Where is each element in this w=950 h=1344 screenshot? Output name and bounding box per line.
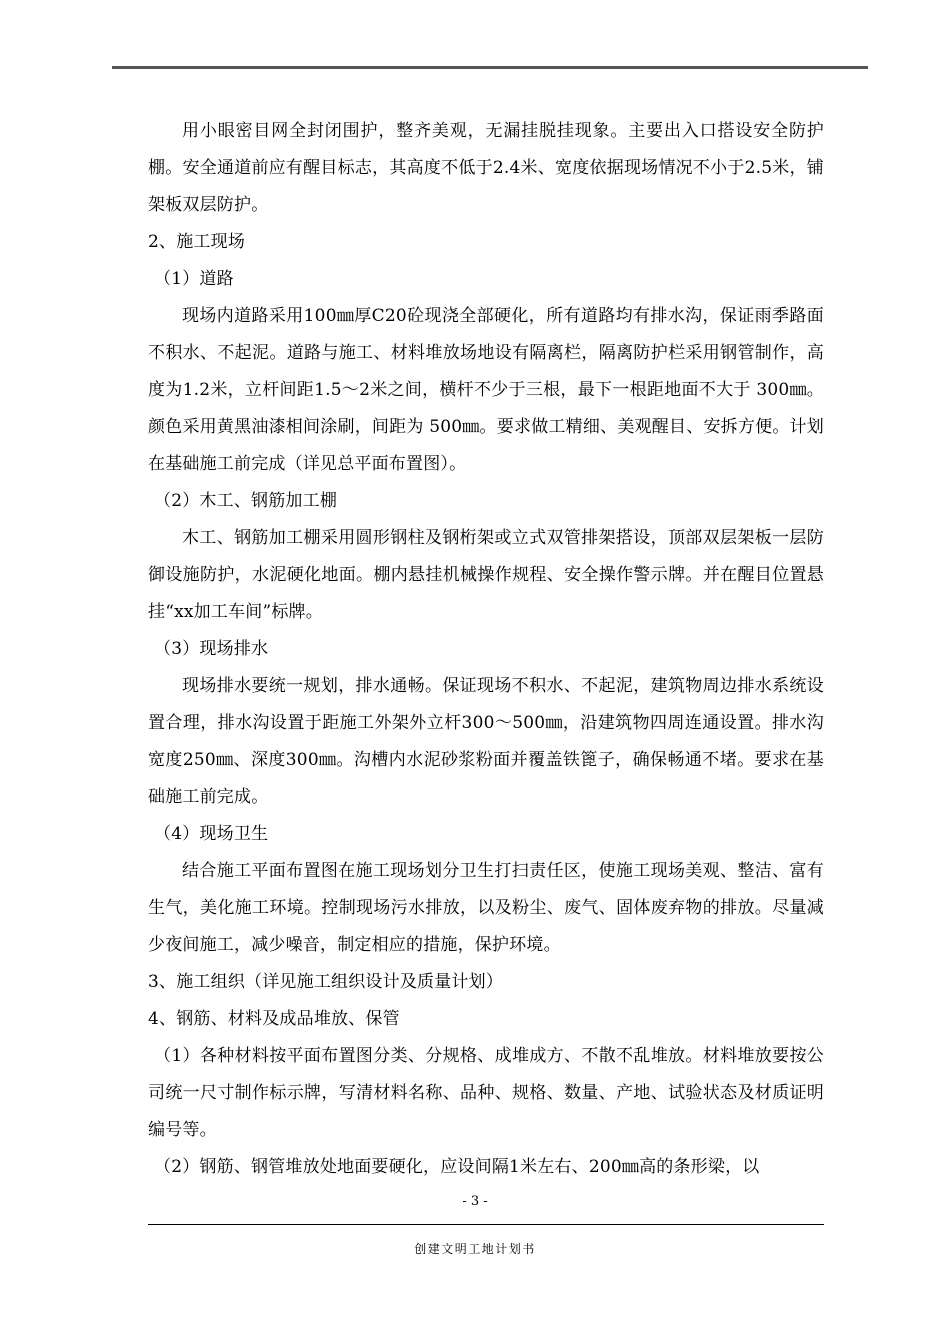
document-body [148, 113, 824, 1186]
page-number: - 3 - [462, 1194, 488, 1209]
footer-rule [148, 1224, 824, 1225]
paragraph-materials-1: （1）各种材料按平面布置图分类、分规格、成堆成方、不散不乱堆放。材料堆放要按公司统一尺寸制作标示牌，写清材料名称、品种、规格、数量、产地、试验状态及材质证明编号等。 [148, 1046, 824, 1140]
section-heading-4: 4、钢筋、材料及成品堆放、保管 [148, 1009, 400, 1029]
subheading-sanitation: （4）现场卫生 [154, 824, 269, 844]
header-rule [112, 66, 868, 69]
subheading-workshop: （2）木工、钢筋加工棚 [154, 491, 338, 511]
paragraph-workshop: 木工、钢筋加工棚采用圆形钢柱及钢桁架或立式双管排架搭设，顶部双层架板一层防御设施防护，水泥硬化地面。棚内悬挂机械操作规程、安全操作警示牌。并在醒目位置悬挂“xx加工车间”标牌。 [148, 528, 824, 622]
footer-title: 创建文明工地计划书 [414, 1242, 536, 1256]
paragraph-materials-2: （2）钢筋、钢管堆放处地面要硬化，应设间隔1米左右、200㎜高的条形梁，以 [154, 1157, 760, 1177]
subheading-drainage: （3）现场排水 [154, 639, 269, 659]
paragraph-1: 用小眼密目网全封闭围护，整齐美观，无漏挂脱挂现象。主要出入口搭设安全防护棚。安全通道前应有醒目标志，其高度不低于2.4米、宽度依据现场情况不小于2.5米，铺架板双层防护。 [148, 121, 824, 215]
subheading-roads: （1）道路 [154, 269, 234, 289]
paragraph-drainage: 现场排水要统一规划，排水通畅。保证现场不积水、不起泥，建筑物周边排水系统设置合理，排水沟设置于距施工外架外立杆300～500㎜，沿建筑物四周连通设置。排水沟宽度250㎜、深度300㎜。沟槽内水泥砂浆粉面并覆盖铁篦子，确保畅通不堵。要求在基础施工前完成。 [148, 676, 824, 807]
section-heading-3: 3、施工组织（详见施工组织设计及质量计划） [148, 972, 504, 992]
paragraph-roads: 现场内道路采用100㎜厚C20砼现浇全部硬化，所有道路均有排水沟，保证雨季路面不积水、不起泥。道路与施工、材料堆放场地设有隔离栏，隔离防护栏采用钢管制作，高度为1.2米，立杆间距1.5～2米之间，横杆不少于三根，最下一根距地面不大于 300㎜。颜色采用黄黑油漆相间涂刷，间距为 500㎜。要求做工精细、美观醒目、安拆方便。计划在基础施工前完成（详见总平面布置图）。 [148, 306, 824, 474]
section-heading-2: 2、施工现场 [148, 232, 246, 252]
paragraph-sanitation: 结合施工平面布置图在施工现场划分卫生打扫责任区，使施工现场美观、整洁、富有生气，美化施工环境。控制现场污水排放，以及粉尘、废气、固体废弃物的排放。尽量减少夜间施工，减少噪音，制定相应的措施，保护环境。 [148, 861, 824, 955]
